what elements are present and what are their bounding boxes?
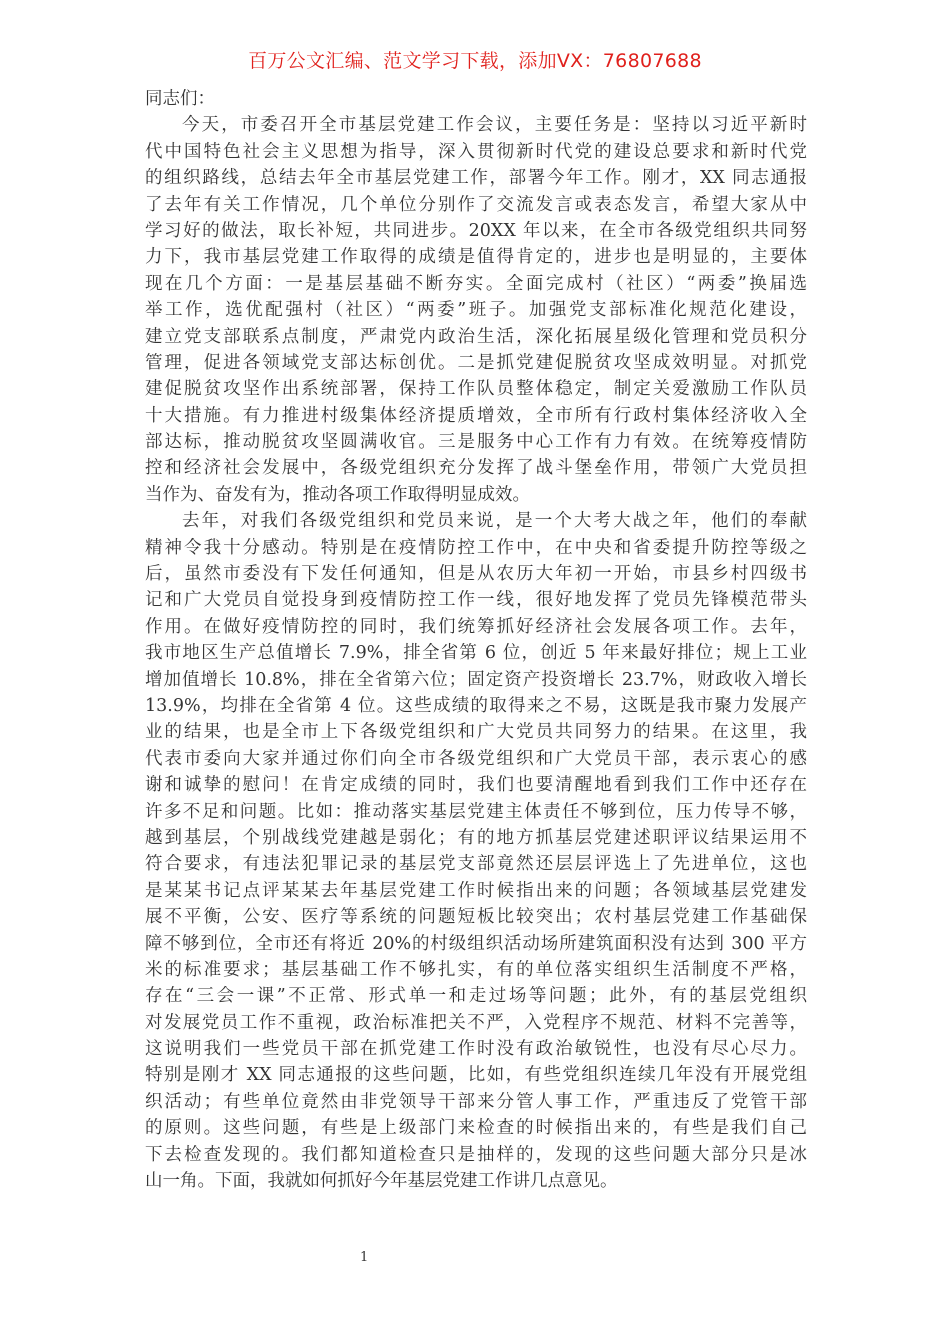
- text-line: 对发展党员工作不重视，政治标准把关不严，入党程序不规范、材料不完善等，: [145, 1012, 807, 1033]
- text-line: 增加值增长 10.8%，排在全省第六位；固定资产投资增长 23.7%，财政收入增长: [145, 669, 807, 690]
- text-line: 下去检查发现的。我们都知道检查只是抽样的，发现的这些问题大部分只是冰: [145, 1144, 807, 1165]
- text-line: 举工作，选优配强村（社区）“两委”班子。加强党支部标准化规范化建设，: [145, 300, 807, 321]
- text-line: 学习好的做法，取长补短，共同进步。20XX 年以来，在全市各级党组织共同努: [145, 220, 807, 241]
- text-line: 的原则。这些问题，有些是上级部门来检查的时候指出来的，有些是我们自己: [145, 1118, 807, 1139]
- text-line: 精神令我十分感动。特别是在疫情防控工作中，在中央和省委提升防控等级之: [145, 537, 807, 558]
- text-line: 这说明我们一些党员干部在抓党建工作时没有政治敏锐性，也没有尽心尽力。: [145, 1039, 807, 1060]
- text-line: 建促脱贫攻坚作出系统部署，保持工作队员整体稳定，制定关爱激励工作队员: [145, 379, 807, 400]
- text-line: 代表市委向大家并通过你们向全市各级党组织和广大党员干部，表示衷心的感: [145, 748, 807, 769]
- text-line: 建立党支部联系点制度，严肃党内政治生活，深化拓展星级化管理和党员积分: [145, 326, 807, 347]
- text-line: 谢和诚挚的慰问！在肯定成绩的同时，我们也要清醒地看到我们工作中还存在: [145, 775, 807, 796]
- text-line: 管理，促进各领域党支部达标创优。二是抓党建促脱贫攻坚成效明显。对抓党: [145, 352, 807, 373]
- text-line: 当作为、奋发有为，推动各项工作取得明显成效。: [145, 484, 530, 505]
- text-line: 记和广大党员自觉投身到疫情防控工作一线，很好地发挥了党员先锋模范带头: [145, 590, 807, 611]
- text-line: 米的标准要求；基层基础工作不够扎实，有的单位落实组织生活制度不严格，: [145, 959, 807, 980]
- text-line: 的组织路线，总结去年全市基层党建工作，部署今年工作。刚才，XX 同志通报: [145, 168, 807, 189]
- document-body: [145, 86, 807, 1194]
- paragraph: [145, 112, 807, 508]
- text-line: 了去年有关工作情况，几个单位分别作了交流发言或表态发言，希望大家从中: [145, 194, 807, 215]
- text-line: 是某某书记点评某某去年基层党建工作时候指出来的问题；各领域基层党建发: [145, 880, 807, 901]
- salutation: 同志们：: [145, 89, 215, 109]
- text-line: 力下，我市基层党建工作取得的成绩是值得肯定的，进步也是明显的，主要体: [145, 247, 807, 268]
- text-line: 障不够到位，全市还有将近 20%的村级组织活动场所建筑面积没有达到 300 平方: [145, 933, 807, 954]
- text-line: 去年，对我们各级党组织和党员来说，是一个大考大战之年，他们的奉献: [182, 511, 807, 532]
- paragraph: [145, 508, 807, 1194]
- text-line: 越到基层，个别战线党建越是弱化；有的地方抓基层党建述职评议结果运用不: [145, 827, 807, 848]
- text-line: 特别是刚才 XX 同志通报的这些问题，比如，有些党组织连续几年没有开展党组: [145, 1065, 807, 1086]
- text-line: 控和经济社会发展中，各级党组织充分发挥了战斗堡垒作用，带领广大党员担: [145, 458, 807, 479]
- text-line: 织活动；有些单位竟然由非党领导干部来分管人事工作，严重违反了党管干部: [145, 1091, 807, 1112]
- text-line: 代中国特色社会主义思想为指导，深入贯彻新时代党的建设总要求和新时代党: [145, 141, 807, 162]
- text-line: 十大措施。有力推进村级集体经济提质增效，全市所有行政村集体经济收入全: [145, 405, 807, 426]
- text-line: 符合要求，有违法犯罪记录的基层党支部竟然还层层评选上了先进单位，这也: [145, 854, 807, 875]
- watermark-banner: 百万公文汇编、范文学习下载，添加VX：76807688: [248, 50, 702, 72]
- text-line: 许多不足和问题。比如：推动落实基层党建主体责任不够到位，压力传导不够，: [145, 801, 807, 822]
- text-line: 现在几个方面：一是基层基础不断夯实。全面完成村（社区）“两委”换届选: [145, 273, 807, 294]
- paragraphs: [145, 112, 807, 1194]
- text-line: 业的结果，也是全市上下各级党组织和广大党员共同努力的结果。在这里，我: [145, 722, 807, 743]
- text-line: 13.9%，均排在全省第 4 位。这些成绩的取得来之不易，这既是我市聚力发展产: [145, 695, 807, 716]
- text-line: 部达标，推动脱贫攻坚圆满收官。三是服务中心工作有力有效。在统筹疫情防: [145, 432, 807, 453]
- text-line: 今天，市委召开全市基层党建工作会议，主要任务是：坚持以习近平新时: [182, 115, 807, 136]
- text-line: 山一角。下面，我就如何抓好今年基层党建工作讲几点意见。: [145, 1171, 618, 1192]
- text-line: 展不平衡，公安、医疗等系统的问题短板比较突出；农村基层党建工作基础保: [145, 907, 807, 928]
- text-line: 存在“三会一课”不正常、形式单一和走过场等问题；此外，有的基层党组织: [145, 986, 807, 1007]
- text-line: 后，虽然市委没有下发任何通知，但是从农历大年初一开始，市县乡村四级书: [145, 564, 807, 585]
- page-number: 1: [360, 1250, 369, 1265]
- text-line: 作用。在做好疫情防控的同时，我们统筹抓好经济社会发展各项工作。去年，: [145, 616, 807, 637]
- text-line: 我市地区生产总值增长 7.9%，排全省第 6 位，创近 5 年来最好排位；规上工业: [145, 643, 807, 664]
